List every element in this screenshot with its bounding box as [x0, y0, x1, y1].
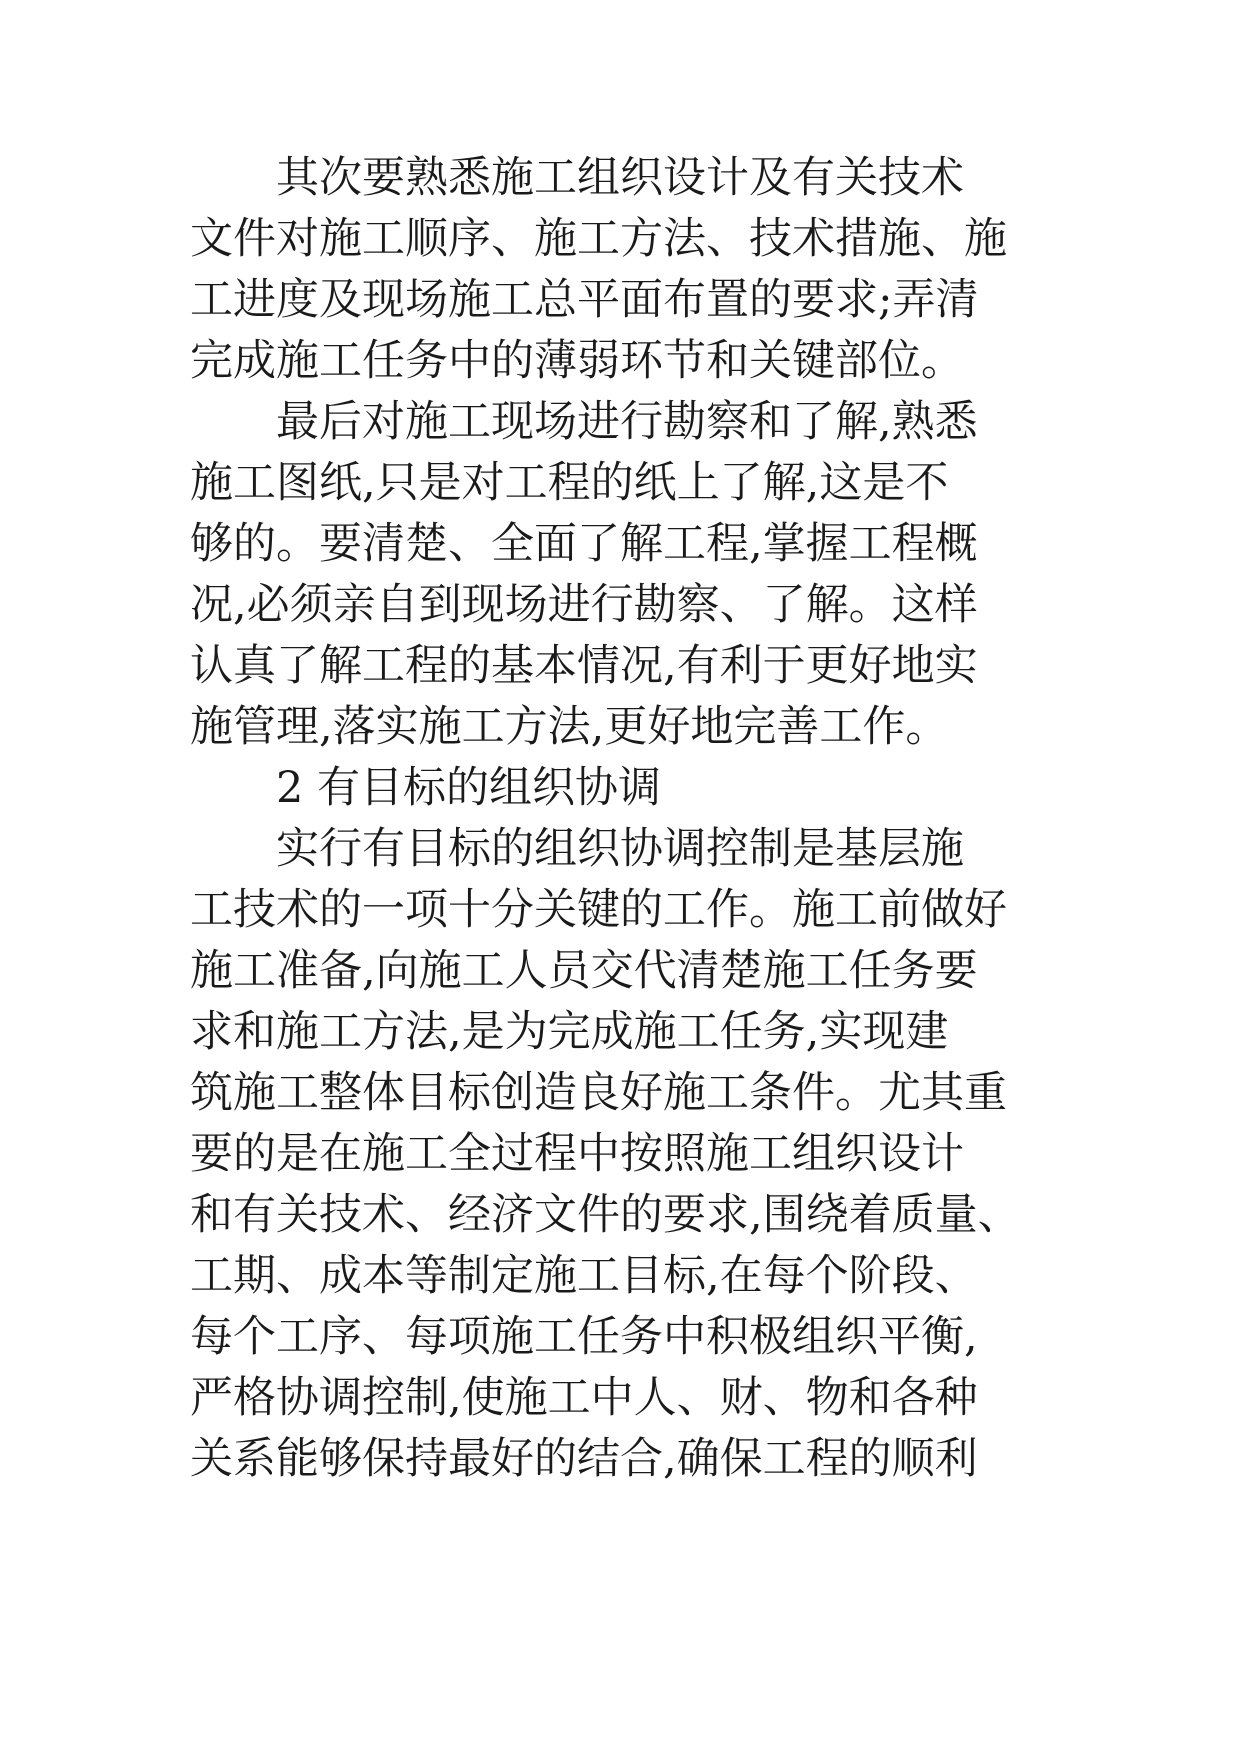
section-heading: 2 有目标的组织协调 — [276, 763, 662, 813]
paragraph-line: 工期、成本等制定施工目标,在每个阶段、 — [190, 1251, 978, 1301]
paragraph-line: 实行有目标的组织协调控制是基层施 — [276, 824, 964, 874]
paragraph-line: 其次要熟悉施工组织设计及有关技术 — [276, 153, 964, 203]
paragraph-line: 施管理,落实施工方法,更好地完善工作。 — [190, 702, 949, 752]
paragraph-line: 工技术的一项十分关键的工作。施工前做好 — [190, 885, 1007, 935]
paragraph-line: 筑施工整体目标创造良好施工条件。尤其重 — [190, 1068, 1007, 1118]
paragraph-line: 够的。要清楚、全面了解工程,掌握工程概 — [190, 519, 978, 569]
paragraph-line: 况,必须亲自到现场进行勘察、了解。这样 — [190, 580, 978, 630]
paragraph-line: 严格协调控制,使施工中人、财、物和各种 — [190, 1373, 978, 1423]
paragraph-line: 认真了解工程的基本情况,有利于更好地实 — [190, 641, 978, 691]
paragraph-line: 要的是在施工全过程中按照施工组织设计 — [190, 1129, 964, 1179]
paragraph-line: 施工图纸,只是对工程的纸上了解,这是不 — [190, 458, 949, 508]
paragraph-line: 和有关技术、经济文件的要求,围绕着质量、 — [190, 1190, 1021, 1240]
paragraph-line: 文件对施工顺序、施工方法、技术措施、施 — [190, 214, 1007, 264]
body-text — [190, 148, 1090, 1490]
paragraph-line: 每个工序、每项施工任务中积极组织平衡, — [190, 1312, 978, 1362]
paragraph-line: 求和施工方法,是为完成施工任务,实现建 — [190, 1007, 949, 1057]
paragraph-line: 关系能够保持最好的结合,确保工程的顺利 — [190, 1434, 978, 1484]
paragraph-line: 工进度及现场施工总平面布置的要求;弄清 — [190, 275, 979, 325]
paragraph-line: 完成施工任务中的薄弱环节和关键部位。 — [190, 336, 964, 386]
paragraph-line: 最后对施工现场进行勘察和了解,熟悉 — [276, 397, 978, 447]
paragraph-line: 施工准备,向施工人员交代清楚施工任务要 — [190, 946, 978, 996]
